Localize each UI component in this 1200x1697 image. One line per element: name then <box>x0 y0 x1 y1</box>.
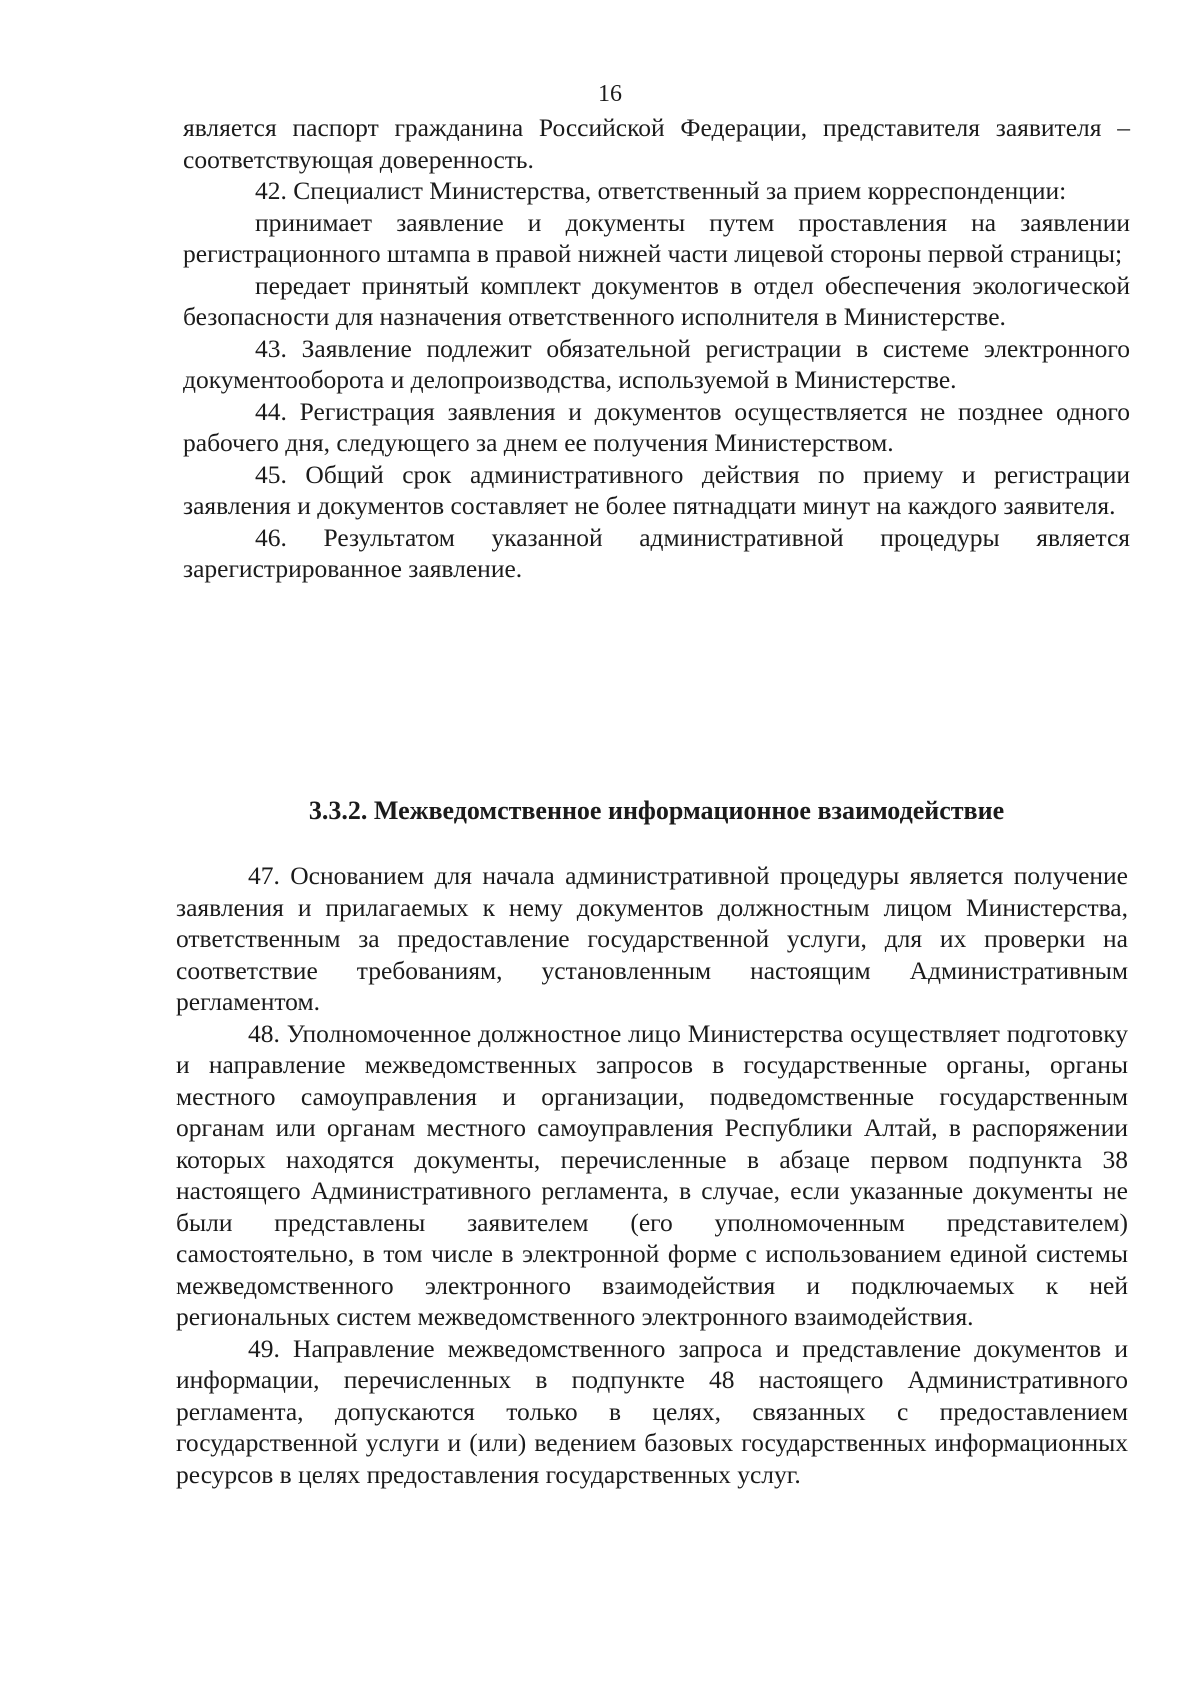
paragraph-45: 45. Общий срок административного действия по приему и регистрации заявления и документов составляет не более пятнадцати минут на каждого заявителя. <box>183 459 1130 520</box>
paragraph-49: 49. Направление межведомственного запроса и представление документов и информации, перечисленных в подпункте 48 настоящего Административного регламента, допускаются только в целях, связанных с предоставлением государственной услуги и (или) ведением базовых государственных информационных ресурсов в целях предоставления государственных услуг. <box>176 1333 1128 1489</box>
section-text-block <box>176 860 1128 1490</box>
paragraph-47: 47. Основанием для начала административной процедуры является получение заявления и прилагаемых к нему документов должностным лицом Министерства, ответственным за предоставление государственной услуги, для их проверки на соответствие требованиям, установленным настоящим Административным регламентом. <box>176 861 1128 1016</box>
paragraph-42-item-2: передает принятый комплект документов в отдел обеспечения экологической безопасности для назначения ответственного исполнителя в Министерстве. <box>183 270 1130 331</box>
paragraph-42-item-1: принимает заявление и документы путем проставления на заявлении регистрационного штампа в правой нижней части лицевой стороны первой страницы; <box>183 207 1130 268</box>
page-number: 16 <box>598 81 622 107</box>
section-heading: 3.3.2. Межведомственное информационное взаимодействие <box>308 796 1005 825</box>
paragraph-46: 46. Результатом указанной административной процедуры является зарегистрированное заявление. <box>183 522 1130 583</box>
paragraph-continuation: является паспорт гражданина Российской Федерации, представителя заявителя – соответствующая доверенность. <box>183 113 1130 174</box>
paragraph-48: 48. Уполномоченное должностное лицо Министерства осуществляет подготовку и направление межведомственных запросов в государственные органы, органы местного самоуправления и организации, подведомственные государственным органам или органам местного самоуправления Республики Алтай, в распоряжении которых находятся документы, перечисленные в абзаце первом подпункта 38 настоящего Административного регламента, в случае, если указанные документы не были представлены заявителем (его уполномоченным представителем) самостоятельно, в том числе в электронной форме с использованием единой системы межведомственного электронного взаимодействия и подключаемых к ней региональных систем межведомственного электронного взаимодействия. <box>176 1018 1128 1331</box>
paragraph-42: 42. Специалист Министерства, ответственный за прием корреспонденции: <box>255 176 1067 205</box>
top-text-block <box>183 112 1130 585</box>
paragraph-44: 44. Регистрация заявления и документов осуществляется не позднее одного рабочего дня, следующего за днем ее получения Министерством. <box>183 396 1130 457</box>
paragraph-43: 43. Заявление подлежит обязательной регистрации в системе электронного документооборота и делопроизводства, используемой в Министерстве. <box>183 333 1130 394</box>
